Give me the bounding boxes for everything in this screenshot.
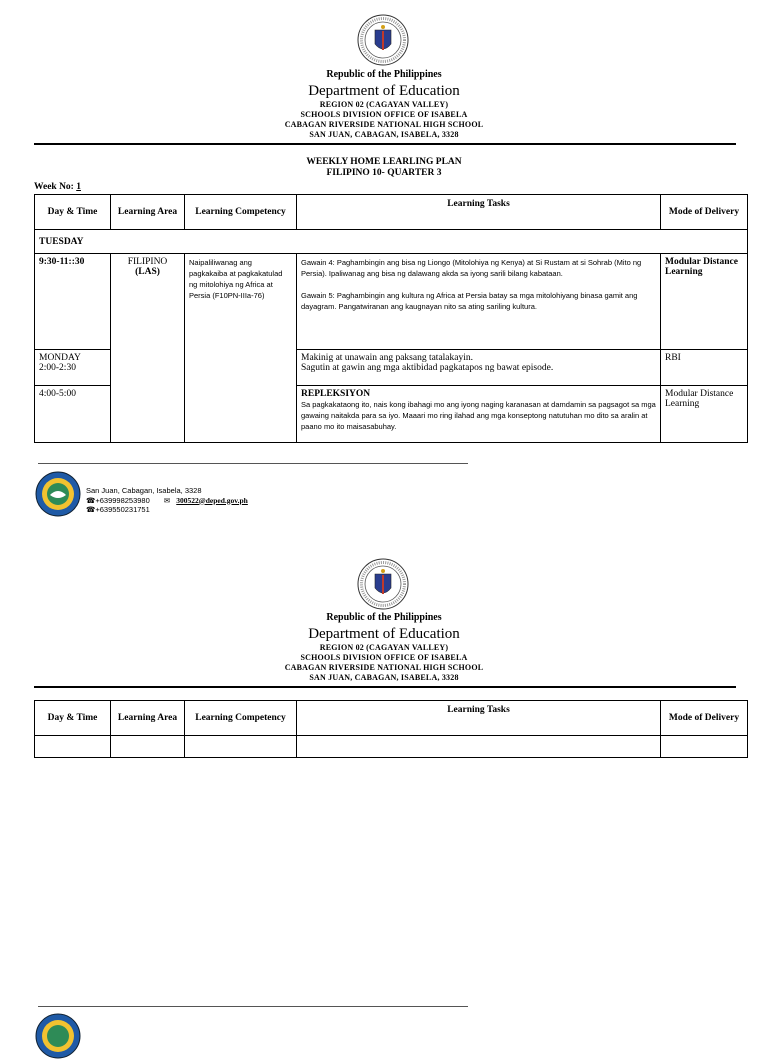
header-cell: Learning Tasks — [297, 195, 661, 230]
footer-rule — [38, 1006, 468, 1007]
weekly-plan-table — [34, 194, 748, 443]
footer-address: San Juan, Cabagan, Isabela, 3328 — [86, 486, 202, 495]
footer-email[interactable]: 300522@deped.gov.ph — [176, 495, 248, 505]
school-label: CABAGAN RIVERSIDE NATIONAL HIGH SCHOOL — [284, 120, 484, 129]
time-cell: 4:00-5:00 — [35, 386, 111, 443]
header-cell: Learning Area — [111, 701, 185, 736]
table-row — [35, 254, 748, 350]
header-cell: Learning Competency — [185, 195, 297, 230]
footer-rule — [38, 463, 468, 464]
mode-cell: Modular Distance Learning — [661, 386, 748, 443]
header-cell: Day & Time — [35, 195, 111, 230]
week-value: 1 — [76, 182, 81, 192]
area-type: (LAS) — [135, 267, 160, 277]
division-label: SCHOOLS DIVISION OFFICE OF ISABELA — [300, 110, 468, 119]
week-number — [34, 182, 81, 192]
week-label: Week No: — [34, 182, 74, 192]
empty-cell — [35, 736, 111, 758]
footer-phone: ☎+639998253980 — [86, 495, 150, 505]
school-logo-icon — [35, 471, 81, 517]
table-header-row — [35, 195, 748, 230]
school-address: SAN JUAN, CABAGAN, ISABELA, 3328 — [309, 673, 459, 682]
weekly-plan-table-page2 — [34, 700, 748, 758]
header-cell: Day & Time — [35, 701, 111, 736]
mode-cell: RBI — [661, 350, 748, 386]
empty-cell — [661, 736, 748, 758]
email-icon: ✉ — [163, 495, 171, 505]
time-label: 2:00-2:30 — [39, 363, 76, 373]
competency-cell: Naipaliliwanag ang pagkakaiba at pagkakatulad ng mitolohiya ng Africa at Persia (F10PN-IIIa-76) — [185, 254, 297, 443]
table-header-row — [35, 701, 748, 736]
task-title: REPLEKSIYON — [301, 389, 371, 399]
plan-title: WEEKLY HOME LEARLING PLAN — [306, 157, 462, 167]
table-row — [35, 736, 748, 758]
republic-label: Republic of the Philippines — [326, 69, 442, 80]
empty-cell — [185, 736, 297, 758]
task-cell — [297, 386, 661, 443]
mode-cell: Modular Distance Learning — [661, 254, 748, 350]
department-title: Department of Education — [308, 83, 460, 99]
region-label: REGION 02 (CAGAYAN VALLEY) — [319, 100, 449, 109]
table-row — [35, 230, 748, 254]
school-label: CABAGAN RIVERSIDE NATIONAL HIGH SCHOOL — [284, 663, 484, 672]
school-logo-icon — [35, 1013, 81, 1059]
empty-cell — [297, 736, 661, 758]
header-cell: Learning Tasks — [297, 701, 661, 736]
header-cell: Learning Area — [111, 195, 185, 230]
task-gawain-4: Gawain 4: Paghambingin ang bisa ng Liongo (Mitolohiya ng Kenya) at Si Rustam at si Sohrab (Mito ng Persia). Ipaliwanag ang bisa ng dalawang akda sa iyong sarili bilang kabataan. — [301, 258, 642, 278]
task-body: Sa pagkakataong ito, nais kong ibahagi mo ang iyong naging karanasan at damdamin sa pagsagot sa mga gawaing naitakda para sa iyo. Maaari mo ring ilahad ang mga konseptong natutuhan mo dito sa aralin at paano mo ito maisasabuhay. — [301, 400, 656, 431]
task-line: Makinig at unawain ang paksang tatalakayin. — [301, 353, 474, 363]
department-title: Department of Education — [308, 626, 460, 642]
header-cell: Learning Competency — [185, 701, 297, 736]
footer-phone-row — [86, 496, 248, 506]
footer-contact — [86, 486, 248, 515]
day-label: MONDAY — [39, 353, 81, 363]
republic-label: Republic of the Philippines — [326, 612, 442, 623]
task-cell — [297, 350, 661, 386]
header-rule — [34, 686, 736, 688]
header-cell: Mode of Delivery — [661, 701, 748, 736]
time-cell — [35, 350, 111, 386]
plan-subject: FILIPINO 10- QUARTER 3 — [326, 168, 442, 178]
area-cell — [111, 254, 185, 443]
division-label: SCHOOLS DIVISION OFFICE OF ISABELA — [300, 653, 468, 662]
time-cell: 9:30-11::30 — [35, 254, 111, 350]
school-address: SAN JUAN, CABAGAN, ISABELA, 3328 — [309, 130, 459, 139]
header-rule — [34, 143, 736, 145]
deped-seal-icon — [357, 558, 409, 610]
deped-seal-icon — [357, 14, 409, 66]
task-line: Sagutin at gawin ang mga aktibidad pagkatapos ng bawat episode. — [301, 363, 554, 373]
day-cell: TUESDAY — [35, 230, 748, 254]
task-gawain-5: Gawain 5: Paghambingin ang kultura ng Africa at Persia batay sa mga mitolohiyang binasa gamit ang dayagram. Pangatwiranan ang kaugnayan nito sa ating sariling kultura. — [301, 291, 638, 311]
empty-cell — [111, 736, 185, 758]
area-name: FILIPINO — [127, 257, 168, 267]
header-cell: Mode of Delivery — [661, 195, 748, 230]
task-cell — [297, 254, 661, 350]
region-label: REGION 02 (CAGAYAN VALLEY) — [319, 643, 449, 652]
footer-phone: ☎+639550231751 — [86, 505, 150, 514]
